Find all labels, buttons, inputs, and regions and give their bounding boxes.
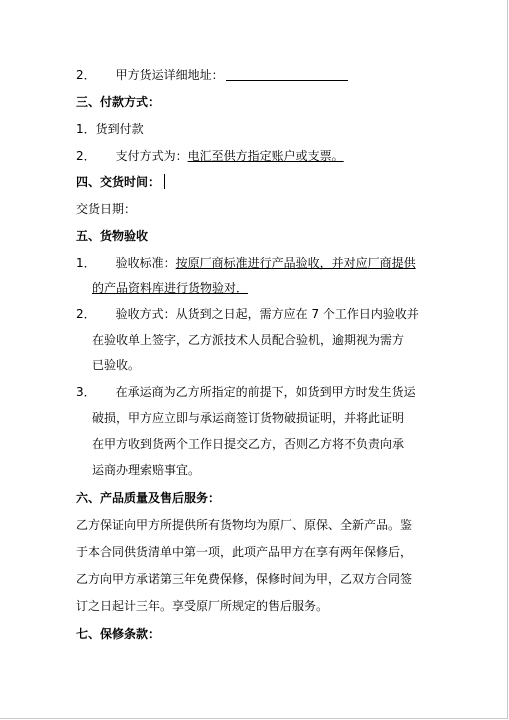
acceptance-standard-label: 验收标准： bbox=[115, 256, 176, 270]
acceptance-item-2 bbox=[76, 306, 419, 322]
acceptance-item-1 bbox=[76, 255, 416, 271]
quality-paragraph-line-4: 订之日起计三年。享受原厂所规定的售后服务。 bbox=[76, 599, 329, 613]
item-number: 2． bbox=[76, 149, 96, 163]
acceptance-item-3-cont-1: 破损，甲方应立即与承运商签订货物破损证明，并将此证明 bbox=[92, 411, 405, 425]
section-heading-quality-service: 六、产品质量及售后服务： bbox=[76, 491, 221, 505]
delivery-address-line bbox=[76, 67, 348, 83]
acceptance-item-2-cont-2: 已验收。 bbox=[92, 358, 141, 372]
acceptance-item-3-cont-2: 在甲方收到货两个工作日提交乙方，否则乙方将不负责向承 bbox=[92, 437, 405, 451]
acceptance-method-text: 验收方式：从货到之日起，需方应在 7 个工作日内验收并 bbox=[115, 307, 419, 321]
text-cursor bbox=[164, 174, 165, 189]
item-number: 2． bbox=[76, 68, 96, 82]
section-heading-delivery-time bbox=[76, 174, 165, 190]
payment-item-1-text: 货到付款 bbox=[95, 122, 144, 136]
acceptance-item-2-cont-1: 在验收单上签字，乙方派技术人员配合验机，逾期视为需方 bbox=[92, 333, 405, 347]
acceptance-standard-value: 按原厂商标准进行产品验收，并对应厂商提供 bbox=[175, 256, 416, 270]
acceptance-item-3 bbox=[76, 384, 416, 400]
section-heading-acceptance: 五、货物验收 bbox=[76, 229, 149, 243]
item-number: 3． bbox=[76, 385, 96, 399]
section-heading-payment: 三、付款方式： bbox=[76, 95, 161, 109]
acceptance-item-3-text: 在承运商为乙方所指定的前提下，如货到甲方时发生货运 bbox=[115, 385, 416, 399]
acceptance-item-1-cont: 的产品资料库进行货物验对． bbox=[92, 281, 249, 295]
section-heading-warranty: 七、保修条款： bbox=[76, 627, 161, 641]
quality-paragraph-line-3: 乙方向甲方承诺第三年免费保修，保修时间为甲，乙双方合同签 bbox=[76, 572, 413, 586]
payment-item-1 bbox=[76, 121, 144, 137]
delivery-address-blank[interactable] bbox=[226, 67, 348, 81]
payment-method-value: 电汇至供方指定账户或支票。 bbox=[187, 149, 344, 163]
acceptance-item-3-cont-3: 运商办理索赔事宜。 bbox=[92, 463, 201, 477]
payment-method-label: 支付方式为： bbox=[115, 149, 188, 163]
item-number: 2． bbox=[76, 307, 96, 321]
item-number: 1． bbox=[76, 122, 96, 136]
item-number: 1． bbox=[76, 256, 96, 270]
delivery-date-line: 交货日期： bbox=[76, 202, 137, 216]
quality-paragraph-line-1: 乙方保证向甲方所提供所有货物均为原厂、原保、全新产品。鉴 bbox=[76, 518, 413, 532]
payment-item-2 bbox=[76, 148, 344, 164]
quality-paragraph-line-2: 于本合同供货清单中第一项，此项产品甲方在享有两年保修后， bbox=[76, 545, 413, 559]
section-heading-delivery-time-text: 四、交货时间： bbox=[76, 175, 161, 189]
delivery-address-label: 甲方货运详细地址： bbox=[115, 68, 224, 82]
